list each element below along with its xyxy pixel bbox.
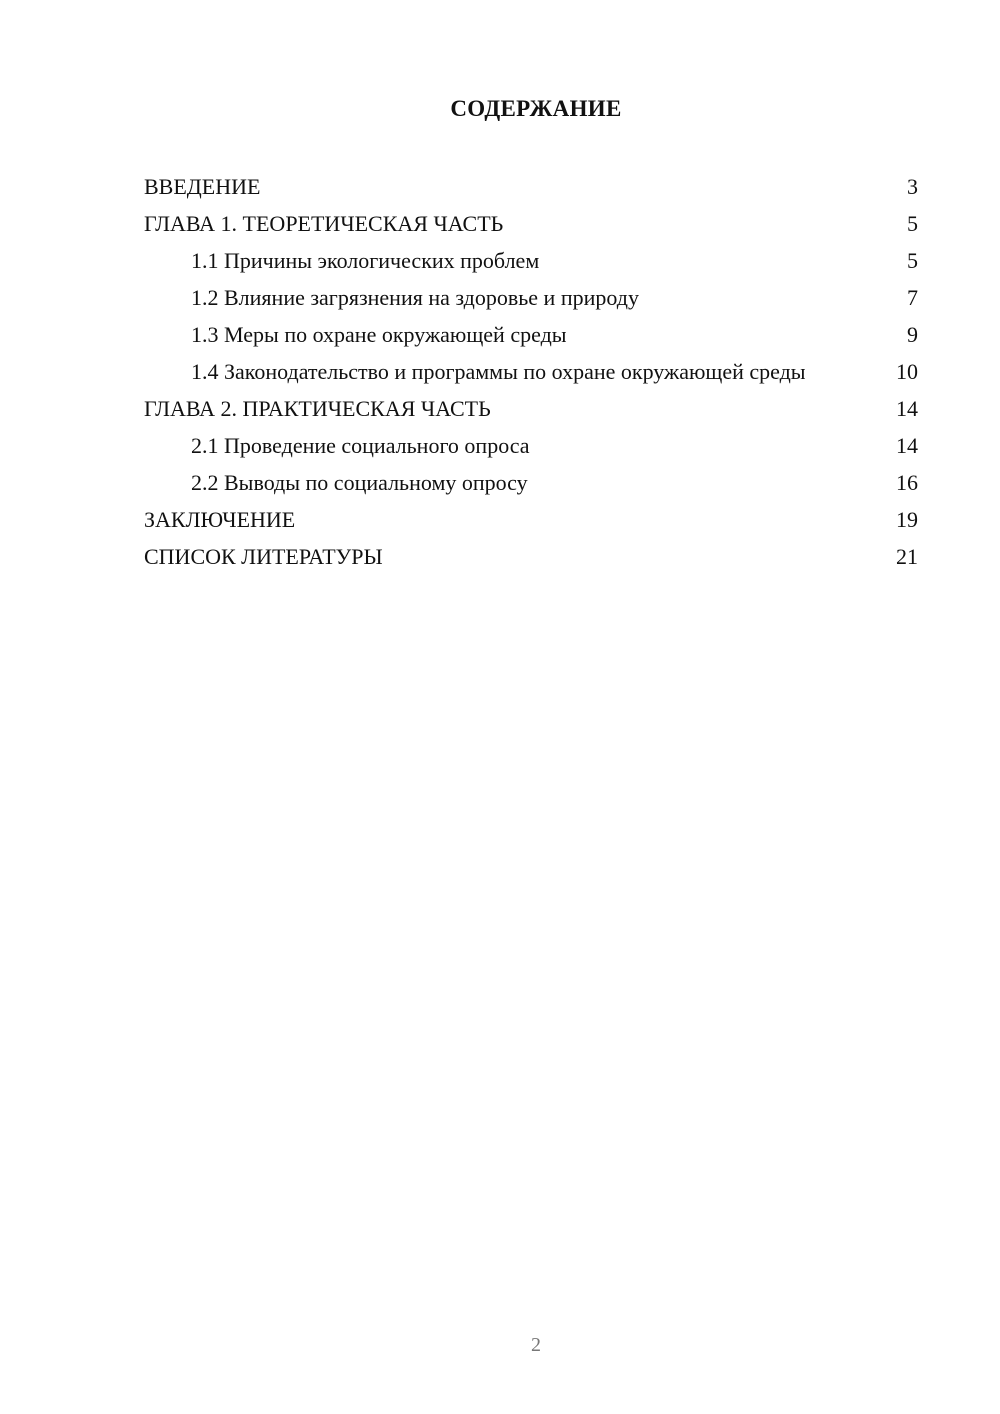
toc-entry-page: 9 (907, 322, 918, 347)
toc-entry-label: ВВЕДЕНИЕ (144, 174, 261, 199)
toc-entry-label: ГЛАВА 1. ТЕОРЕТИЧЕСКАЯ ЧАСТЬ (144, 211, 504, 236)
toc-entry-section-1-3[interactable] (144, 316, 918, 353)
toc-entry-chapter-2[interactable] (144, 390, 918, 427)
toc-entry-label: 2.2 Выводы по социальному опросу (191, 470, 528, 495)
toc-entry-section-2-2[interactable] (144, 464, 918, 501)
toc-entry-chapter-1[interactable] (144, 205, 918, 242)
toc-entry-introduction[interactable] (144, 168, 918, 205)
page-title: СОДЕРЖАНИЕ (450, 96, 622, 121)
toc-entry-label: ГЛАВА 2. ПРАКТИЧЕСКАЯ ЧАСТЬ (144, 396, 491, 421)
page-number: 2 (531, 1334, 541, 1356)
toc-entry-label: 1.3 Меры по охране окружающей среды (191, 322, 567, 347)
toc-entry-label: 1.2 Влияние загрязнения на здоровье и природу (191, 285, 639, 310)
toc-entry-page: 16 (896, 470, 918, 495)
toc-entry-label: 1.1 Причины экологических проблем (191, 248, 540, 273)
toc-entry-label: ЗАКЛЮЧЕНИЕ (144, 507, 296, 532)
toc-entry-conclusion[interactable] (144, 501, 918, 538)
toc-entry-page: 5 (907, 248, 918, 273)
toc-entry-page: 10 (896, 359, 918, 384)
toc-entry-page: 5 (907, 211, 918, 236)
toc-entry-section-1-2[interactable] (144, 279, 918, 316)
toc-entry-page: 7 (907, 285, 918, 310)
toc-entry-label: СПИСОК ЛИТЕРАТУРЫ (144, 544, 383, 569)
toc-entry-page: 19 (896, 507, 918, 532)
table-of-contents (144, 168, 918, 575)
toc-entry-page: 3 (907, 174, 918, 199)
toc-entry-section-2-1[interactable] (144, 427, 918, 464)
toc-entry-section-1-4[interactable] (144, 353, 918, 390)
toc-entry-page: 21 (896, 544, 918, 569)
toc-entry-label: 2.1 Проведение социального опроса (191, 433, 530, 458)
toc-entry-section-1-1[interactable] (144, 242, 918, 279)
toc-entry-label: 1.4 Законодательство и программы по охране окружающей среды (191, 359, 806, 384)
toc-entry-page: 14 (896, 396, 918, 421)
toc-entry-references[interactable] (144, 538, 918, 575)
toc-entry-page: 14 (896, 433, 918, 458)
